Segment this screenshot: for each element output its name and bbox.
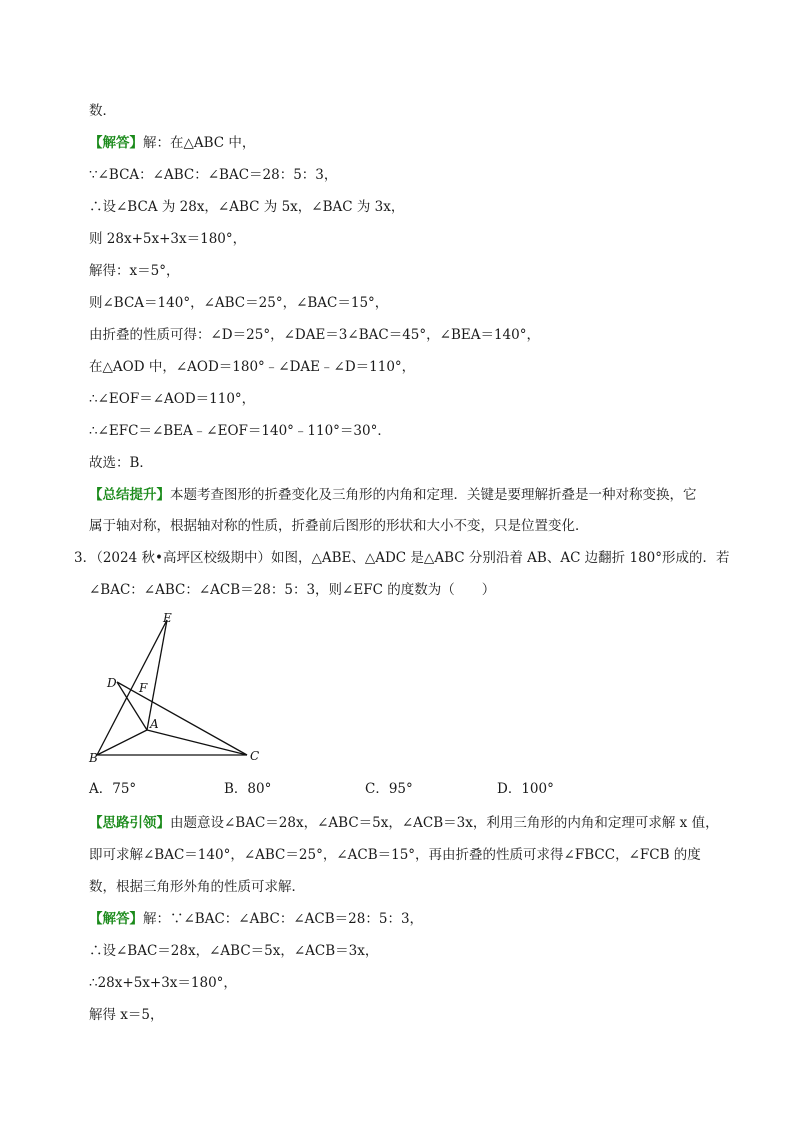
- summary-line: 属于轴对称，根据轴对称的性质，折叠前后图形的形状和大小不变，只是位置变化．: [89, 518, 589, 534]
- text-line: 数．: [89, 103, 116, 119]
- segment-ba: [97, 730, 147, 755]
- hint-line: 即可求解∠BAC＝140°，∠ABC＝25°，∠ACB＝15°，再由折叠的性质可求得∠FBCC，∠FCB 的度: [89, 847, 701, 863]
- text-line: 解得 x＝5，: [89, 1007, 164, 1023]
- label-b: B: [89, 751, 98, 765]
- option-b[interactable]: B．80°: [224, 781, 272, 797]
- text-line: 解得：x＝5°，: [89, 263, 180, 279]
- text-line: ∴28x+5x+3x＝180°，: [89, 975, 237, 991]
- segment-ae: [147, 620, 167, 730]
- text-line: ∵∠BCA：∠ABC：∠BAC＝28：5：3，: [89, 167, 338, 183]
- label-c: C: [250, 749, 260, 763]
- question-stem: ∠BAC：∠ABC：∠ACB＝28：5：3，则∠EFC 的度数为（ ）: [89, 582, 496, 598]
- hint-line: 数，根据三角形外角的性质可求解．: [89, 879, 305, 895]
- label-e: E: [163, 611, 172, 625]
- section-tag: 【解答】: [89, 911, 143, 927]
- text-line: ∴设∠BCA 为 28x，∠ABC 为 5x，∠BAC 为 3x，: [89, 199, 405, 215]
- question-stem: 3．（2024 秋•高坪区校级期中）如图，△ABE、△ADC 是△ABC 分别沿着 AB、AC 边翻折 180°形成的．若: [74, 550, 730, 566]
- text-line: 由折叠的性质可得：∠D＝25°，∠DAE＝3∠BAC＝45°，∠BEA＝140°，: [89, 327, 540, 343]
- text-line: ∴设∠BAC＝28x，∠ABC＝5x，∠ACB＝3x，: [89, 943, 379, 959]
- text-line: 故选：B．: [89, 455, 153, 471]
- option-c[interactable]: C．95°: [365, 781, 413, 797]
- geometry-figure: [85, 610, 270, 770]
- option-a[interactable]: A．75°: [89, 781, 137, 797]
- text-line: 则∠BCA＝140°，∠ABC＝25°，∠BAC＝15°，: [89, 295, 389, 311]
- text-line: ∴∠EFC＝∠BEA﹣∠EOF＝140°﹣110°＝30°．: [89, 423, 391, 439]
- label-a: A: [150, 717, 159, 731]
- label-d: D: [107, 676, 117, 690]
- text-line: 【解答】解：在△ABC 中，: [89, 135, 256, 151]
- summary-line: 【总结提升】本题考查图形的折叠变化及三角形的内角和定理．关键是要理解折叠是一种对称变换，它: [89, 487, 697, 503]
- section-tag: 【思路引领】: [89, 815, 170, 831]
- hint-line: 【思路引领】由题意设∠BAC＝28x，∠ABC＝5x，∠ACB＝3x，利用三角形的内角和定理可求解 x 值，: [89, 815, 719, 831]
- text-line: ∴∠EOF＝∠AOD＝110°，: [89, 391, 256, 407]
- section-tag: 【总结提升】: [89, 487, 170, 503]
- label-f: F: [139, 681, 148, 695]
- text-line: 则 28x+5x+3x＝180°，: [89, 231, 247, 247]
- section-tag: 【解答】: [89, 135, 143, 151]
- segment-dc: [117, 682, 247, 755]
- option-d[interactable]: D．100°: [497, 781, 554, 797]
- text-line: 在△AOD 中，∠AOD＝180°﹣∠DAE﹣∠D＝110°，: [89, 359, 416, 375]
- segment-ac: [147, 730, 247, 755]
- text-line: 【解答】解：∵∠BAC：∠ABC：∠ACB＝28：5：3，: [89, 911, 424, 927]
